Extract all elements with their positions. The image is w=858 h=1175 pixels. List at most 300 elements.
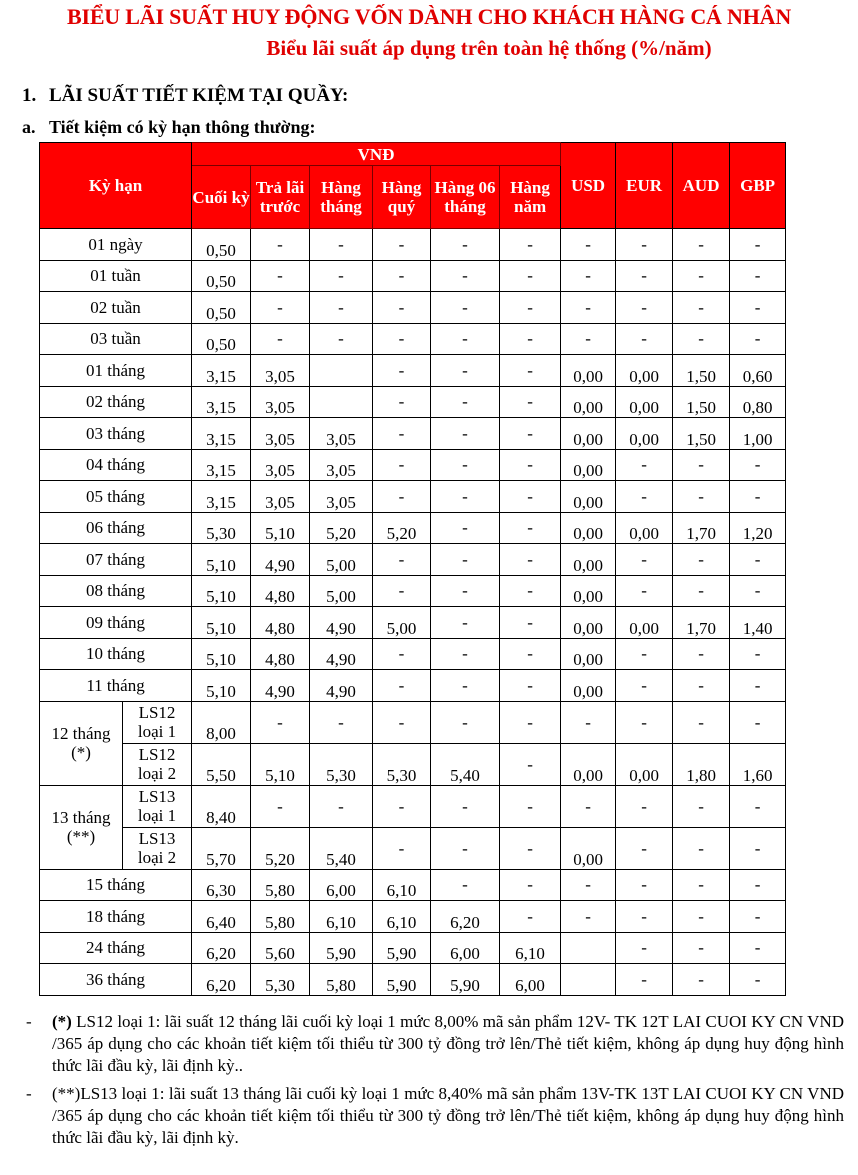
rate-cell: 0,50: [192, 323, 251, 355]
header-hang-quy: Hàng quý: [373, 166, 431, 229]
rate-cell: -: [561, 323, 616, 355]
rate-cell: 5,40: [310, 827, 373, 869]
rate-cell: -: [373, 229, 431, 261]
term-cell: 18 tháng: [40, 901, 192, 933]
rate-cell: 5,10: [251, 512, 310, 544]
rate-cell: 3,05: [251, 449, 310, 481]
rate-cell: 5,90: [310, 932, 373, 964]
rate-cell: -: [616, 670, 673, 702]
rate-cell: -: [561, 229, 616, 261]
footnote-mark: (*): [52, 1012, 72, 1031]
rate-cell: 3,15: [192, 355, 251, 387]
term-group-label: 13 tháng: [51, 808, 111, 827]
term-cell: 01 tháng: [40, 355, 192, 387]
rate-cell: -: [561, 701, 616, 743]
footnote: [0, 1083, 858, 1149]
rate-cell: 0,00: [616, 512, 673, 544]
rate-cell: -: [730, 292, 786, 324]
footnote-text: LS12 loại 1: lãi suất 12 tháng lãi cuối kỳ loại 1 mức 8,00% mã sản phẩm 12V- TK 12T LAI CUOI KY CN VND /365 áp dụng cho các khoản tiết kiệm tối thiểu từ 300 tỷ đồng trở lên/Thẻ tiết kiệm, không áp dụng huy động hình thức lãi đầu kỳ, lãi định kỳ..: [52, 1012, 844, 1075]
rate-cell: -: [561, 869, 616, 901]
page-subtitle: Biểu lãi suất áp dụng trên toàn hệ thống (%/năm): [266, 36, 712, 60]
header-aud: AUD: [673, 143, 730, 229]
rate-cell: 0,00: [616, 418, 673, 450]
rate-cell: -: [500, 260, 561, 292]
rate-cell: -: [373, 785, 431, 827]
rate-cell: -: [431, 670, 500, 702]
rate-cell: -: [500, 512, 561, 544]
rate-cell: -: [500, 292, 561, 324]
rate-cell: 3,05: [251, 355, 310, 387]
header-eur: EUR: [616, 143, 673, 229]
rate-cell: 3,15: [192, 481, 251, 513]
table-row: [40, 512, 786, 544]
rate-cell: -: [730, 260, 786, 292]
rate-cell: -: [431, 638, 500, 670]
rate-cell: 1,80: [673, 743, 730, 785]
subtype-kind: loại 1: [137, 806, 177, 825]
rate-cell: 3,05: [251, 481, 310, 513]
rate-cell: 5,10: [192, 607, 251, 639]
rate-cell: 1,50: [673, 386, 730, 418]
rate-cell: -: [431, 355, 500, 387]
rate-cell: 4,80: [251, 607, 310, 639]
rate-cell: 5,90: [373, 932, 431, 964]
rate-cell: -: [561, 785, 616, 827]
rate-cell: -: [673, 964, 730, 996]
rate-cell: -: [730, 932, 786, 964]
rate-cell: -: [310, 701, 373, 743]
rate-cell: 3,05: [310, 418, 373, 450]
rate-cell: 0,00: [561, 575, 616, 607]
rate-cell: -: [730, 670, 786, 702]
rate-cell: -: [431, 229, 500, 261]
rate-cell: 5,00: [310, 575, 373, 607]
rate-cell: -: [373, 481, 431, 513]
subsection-number: a.: [22, 117, 36, 137]
footnote-text: (**)LS13 loại 1: lãi suất 13 tháng lãi cuối kỳ loại 1 mức 8,40% mã sản phẩm 13V-TK 13T LAI CUOI KY CN VND /365 áp dụng cho các khoản tiết kiệm tối thiểu từ 300 tỷ đồng trở lên/Thẻ tiết kiệm, không áp dụng huy động hình thức lãi đầu kỳ, lãi định kỳ.: [52, 1084, 844, 1147]
rate-cell: -: [373, 701, 431, 743]
rate-cell: 1,70: [673, 512, 730, 544]
rate-cell: 0,00: [561, 544, 616, 576]
subsection-label: Tiết kiệm có kỳ hạn thông thường:: [49, 117, 316, 137]
rate-cell: -: [431, 323, 500, 355]
rate-cell: 5,80: [251, 901, 310, 933]
rate-cell: -: [500, 743, 561, 785]
rate-cell: 0,00: [561, 512, 616, 544]
rate-cell: 5,10: [192, 544, 251, 576]
rate-cell: -: [561, 292, 616, 324]
rate-cell: -: [730, 901, 786, 933]
rate-cell: 3,15: [192, 386, 251, 418]
rate-cell: 0,50: [192, 292, 251, 324]
rate-cell: 6,30: [192, 869, 251, 901]
rate-cell: -: [431, 827, 500, 869]
rate-cell: -: [616, 869, 673, 901]
header-usd: USD: [561, 143, 616, 229]
rate-cell: -: [373, 670, 431, 702]
rate-cell: 4,90: [310, 607, 373, 639]
rate-cell: 5,10: [192, 670, 251, 702]
header-hang-nam: Hàng năm: [500, 166, 561, 229]
rate-cell: -: [373, 323, 431, 355]
rate-cell: -: [673, 932, 730, 964]
rate-cell: -: [431, 575, 500, 607]
rate-cell: -: [673, 827, 730, 869]
rate-cell: -: [500, 229, 561, 261]
rate-cell: -: [373, 386, 431, 418]
header-hang-06-thang: Hàng 06 tháng: [431, 166, 500, 229]
rate-cell: -: [310, 292, 373, 324]
rate-cell: -: [373, 418, 431, 450]
term-group-cell: [40, 701, 123, 785]
rate-cell: 0,00: [561, 418, 616, 450]
rate-cell: -: [500, 638, 561, 670]
rate-cell: -: [673, 229, 730, 261]
rate-cell: -: [730, 785, 786, 827]
rate-cell: -: [500, 827, 561, 869]
rate-cell: 6,00: [500, 964, 561, 996]
rate-cell: -: [730, 964, 786, 996]
footnotes: [0, 1011, 858, 1155]
rate-cell: -: [616, 932, 673, 964]
rate-cell: -: [673, 869, 730, 901]
rate-cell: 1,40: [730, 607, 786, 639]
rate-cell: -: [500, 449, 561, 481]
rate-cell: -: [373, 638, 431, 670]
term-group-mark: (*): [71, 743, 91, 762]
rate-cell: -: [500, 418, 561, 450]
bullet: -: [26, 1012, 32, 1031]
rate-cell: 5,10: [192, 575, 251, 607]
rate-cell: 5,90: [431, 964, 500, 996]
rate-cell: [310, 355, 373, 387]
rate-cell: -: [310, 229, 373, 261]
term-cell: 24 tháng: [40, 932, 192, 964]
rate-cell: 3,05: [310, 481, 373, 513]
rate-cell: -: [373, 355, 431, 387]
rate-cell: 1,00: [730, 418, 786, 450]
rate-cell: -: [431, 449, 500, 481]
rate-cell: -: [431, 544, 500, 576]
rate-cell: [310, 386, 373, 418]
rate-cell: -: [673, 323, 730, 355]
table-row: [40, 292, 786, 324]
section-heading-1: [22, 85, 348, 107]
rate-cell: -: [431, 292, 500, 324]
rate-cell: -: [673, 260, 730, 292]
term-cell: 02 tháng: [40, 386, 192, 418]
rate-cell: -: [616, 260, 673, 292]
rate-cell: -: [673, 785, 730, 827]
term-subtype-cell: [123, 701, 192, 743]
table-row: [40, 901, 786, 933]
rate-cell: 5,40: [431, 743, 500, 785]
rate-cell: -: [431, 701, 500, 743]
rate-cell: 5,30: [192, 512, 251, 544]
rate-cell: 6,10: [310, 901, 373, 933]
rate-cell: -: [616, 575, 673, 607]
rate-cell: 8,00: [192, 701, 251, 743]
rate-cell: -: [251, 785, 310, 827]
rate-cell: -: [251, 701, 310, 743]
term-cell: 01 tuần: [40, 260, 192, 292]
interest-rate-table: [39, 142, 786, 996]
rate-cell: -: [616, 638, 673, 670]
rate-cell: 6,20: [192, 964, 251, 996]
subtype-kind: loại 2: [137, 848, 177, 867]
term-cell: 01 ngày: [40, 229, 192, 261]
rate-cell: -: [730, 229, 786, 261]
header-gbp: GBP: [730, 143, 786, 229]
rate-cell: -: [616, 964, 673, 996]
rate-cell: 5,20: [310, 512, 373, 544]
rate-cell: -: [431, 386, 500, 418]
table-row: [40, 323, 786, 355]
rate-cell: -: [673, 544, 730, 576]
subtype-code: LS12: [138, 745, 176, 764]
rate-cell: -: [730, 323, 786, 355]
header-tra-lai-truoc: Trả lãi trước: [251, 166, 310, 229]
rate-cell: -: [730, 544, 786, 576]
term-cell: 15 tháng: [40, 869, 192, 901]
rate-cell: -: [500, 544, 561, 576]
rate-cell: -: [673, 670, 730, 702]
term-cell: 06 tháng: [40, 512, 192, 544]
rate-cell: -: [730, 575, 786, 607]
rate-cell: -: [500, 481, 561, 513]
table-row: [40, 386, 786, 418]
term-cell: 08 tháng: [40, 575, 192, 607]
rate-cell: -: [616, 323, 673, 355]
term-subtype-cell: [123, 827, 192, 869]
rate-cell: -: [500, 701, 561, 743]
rate-cell: 0,00: [561, 827, 616, 869]
rate-cell: 6,20: [431, 901, 500, 933]
table-row: [40, 827, 786, 869]
rate-cell: [561, 964, 616, 996]
table-row: [40, 638, 786, 670]
term-subtype-cell: [123, 785, 192, 827]
rate-cell: 3,05: [251, 418, 310, 450]
rate-cell: 5,60: [251, 932, 310, 964]
rate-cell: -: [310, 260, 373, 292]
table-row: [40, 449, 786, 481]
rate-cell: 0,50: [192, 229, 251, 261]
rate-cell: 5,00: [310, 544, 373, 576]
rate-cell: -: [431, 481, 500, 513]
header-hang-thang: Hàng tháng: [310, 166, 373, 229]
rate-cell: -: [251, 260, 310, 292]
rate-cell: -: [251, 229, 310, 261]
page-title: BIỂU LÃI SUẤT HUY ĐỘNG VỐN DÀNH CHO KHÁCH HÀNG CÁ NHÂN: [66, 4, 792, 29]
rate-cell: 0,80: [730, 386, 786, 418]
rate-cell: -: [500, 386, 561, 418]
rate-cell: -: [373, 260, 431, 292]
rate-cell: 5,80: [251, 869, 310, 901]
rate-cell: 5,30: [310, 743, 373, 785]
rate-cell: -: [251, 292, 310, 324]
rate-cell: -: [561, 260, 616, 292]
rate-cell: -: [310, 785, 373, 827]
rate-cell: 4,80: [251, 638, 310, 670]
table-row: [40, 932, 786, 964]
rate-cell: 0,00: [616, 607, 673, 639]
rate-cell: -: [431, 607, 500, 639]
rate-cell: -: [500, 785, 561, 827]
rate-cell: -: [310, 323, 373, 355]
rate-cell: -: [431, 260, 500, 292]
table-row: [40, 964, 786, 996]
rate-cell: -: [616, 785, 673, 827]
rate-cell: -: [730, 701, 786, 743]
subsection-heading-a: [22, 117, 315, 138]
rate-cell: 6,10: [373, 869, 431, 901]
term-cell: 03 tuần: [40, 323, 192, 355]
rate-cell: 1,20: [730, 512, 786, 544]
table-row: [40, 260, 786, 292]
rate-cell: -: [673, 481, 730, 513]
rate-cell: 0,00: [561, 607, 616, 639]
rate-cell: -: [561, 901, 616, 933]
term-group-label: 12 tháng: [51, 724, 111, 743]
rate-cell: 1,70: [673, 607, 730, 639]
rate-cell: 8,40: [192, 785, 251, 827]
rate-cell: -: [673, 901, 730, 933]
rate-cell: 4,90: [251, 544, 310, 576]
rate-cell: -: [730, 481, 786, 513]
rate-cell: 0,00: [561, 670, 616, 702]
rate-cell: -: [251, 323, 310, 355]
rate-cell: 0,00: [561, 743, 616, 785]
header-cuoi-ky: Cuối kỳ: [192, 166, 251, 229]
header-term: Kỳ hạn: [40, 143, 192, 229]
table-row: [40, 785, 786, 827]
rate-cell: 6,20: [192, 932, 251, 964]
term-group-cell: [40, 785, 123, 869]
rate-cell: 0,00: [561, 449, 616, 481]
rate-cell: 5,20: [251, 827, 310, 869]
table-row: [40, 869, 786, 901]
rate-cell: -: [730, 827, 786, 869]
rate-cell: -: [500, 869, 561, 901]
term-cell: 05 tháng: [40, 481, 192, 513]
table-row: [40, 607, 786, 639]
rate-cell: 1,50: [673, 355, 730, 387]
term-cell: 07 tháng: [40, 544, 192, 576]
section-label: LÃI SUẤT TIẾT KIỆM TẠI QUẦY:: [49, 85, 349, 106]
table-row: [40, 544, 786, 576]
rate-cell: 0,00: [616, 743, 673, 785]
rate-cell: -: [730, 638, 786, 670]
rate-cell: 3,15: [192, 449, 251, 481]
rate-cell: 5,20: [373, 512, 431, 544]
rate-cell: 5,00: [373, 607, 431, 639]
table-row: [40, 670, 786, 702]
rate-cell: 5,90: [373, 964, 431, 996]
rate-cell: 0,00: [561, 481, 616, 513]
rate-cell: -: [373, 292, 431, 324]
subtype-kind: loại 1: [137, 722, 177, 741]
rate-cell: -: [616, 701, 673, 743]
rate-cell: -: [673, 638, 730, 670]
section-number: 1.: [22, 85, 37, 106]
rate-cell: -: [616, 292, 673, 324]
rate-cell: -: [673, 449, 730, 481]
rate-cell: 6,10: [373, 901, 431, 933]
rate-cell: 5,50: [192, 743, 251, 785]
rate-cell: 3,05: [310, 449, 373, 481]
table-row: [40, 418, 786, 450]
rate-cell: -: [730, 869, 786, 901]
rate-cell: 5,70: [192, 827, 251, 869]
rate-cell: -: [500, 901, 561, 933]
rate-cell: -: [673, 292, 730, 324]
rate-cell: -: [431, 512, 500, 544]
rate-cell: 5,30: [251, 964, 310, 996]
rate-cell: 4,90: [310, 638, 373, 670]
table-row: [40, 701, 786, 743]
rate-cell: -: [616, 449, 673, 481]
rate-cell: 0,00: [616, 386, 673, 418]
header-vnd: VNĐ: [192, 143, 561, 166]
rate-cell: 6,10: [500, 932, 561, 964]
rate-cell: -: [500, 355, 561, 387]
rate-cell: [561, 932, 616, 964]
rate-cell: 0,00: [561, 355, 616, 387]
rate-cell: -: [431, 418, 500, 450]
rate-cell: 1,50: [673, 418, 730, 450]
rate-cell: -: [373, 449, 431, 481]
term-cell: 10 tháng: [40, 638, 192, 670]
rate-cell: -: [500, 670, 561, 702]
rate-cell: 5,10: [192, 638, 251, 670]
rate-cell: 5,10: [251, 743, 310, 785]
rate-cell: 6,00: [431, 932, 500, 964]
rate-cell: -: [373, 575, 431, 607]
term-cell: 11 tháng: [40, 670, 192, 702]
rate-cell: -: [616, 544, 673, 576]
term-cell: 04 tháng: [40, 449, 192, 481]
rate-cell: -: [373, 544, 431, 576]
rate-cell: -: [500, 607, 561, 639]
rate-cell: 0,60: [730, 355, 786, 387]
rate-cell: 6,00: [310, 869, 373, 901]
term-cell: 03 tháng: [40, 418, 192, 450]
table-row: [40, 481, 786, 513]
subtype-kind: loại 2: [137, 764, 177, 783]
term-cell: 09 tháng: [40, 607, 192, 639]
rate-cell: -: [431, 785, 500, 827]
footnote: [0, 1011, 858, 1077]
rate-cell: 0,00: [616, 355, 673, 387]
rate-cell: 4,90: [310, 670, 373, 702]
rate-cell: 0,00: [561, 386, 616, 418]
rate-cell: -: [431, 869, 500, 901]
rate-cell: 6,40: [192, 901, 251, 933]
table-row: [40, 355, 786, 387]
rate-cell: 0,50: [192, 260, 251, 292]
rate-cell: 5,80: [310, 964, 373, 996]
rate-cell: -: [673, 575, 730, 607]
rate-cell: 5,30: [373, 743, 431, 785]
term-group-mark: (**): [66, 827, 96, 846]
rate-cell: 4,80: [251, 575, 310, 607]
subtype-code: LS13: [138, 787, 176, 806]
subtype-code: LS12: [138, 703, 176, 722]
rate-cell: -: [616, 481, 673, 513]
term-cell: 02 tuần: [40, 292, 192, 324]
table-row: [40, 743, 786, 785]
